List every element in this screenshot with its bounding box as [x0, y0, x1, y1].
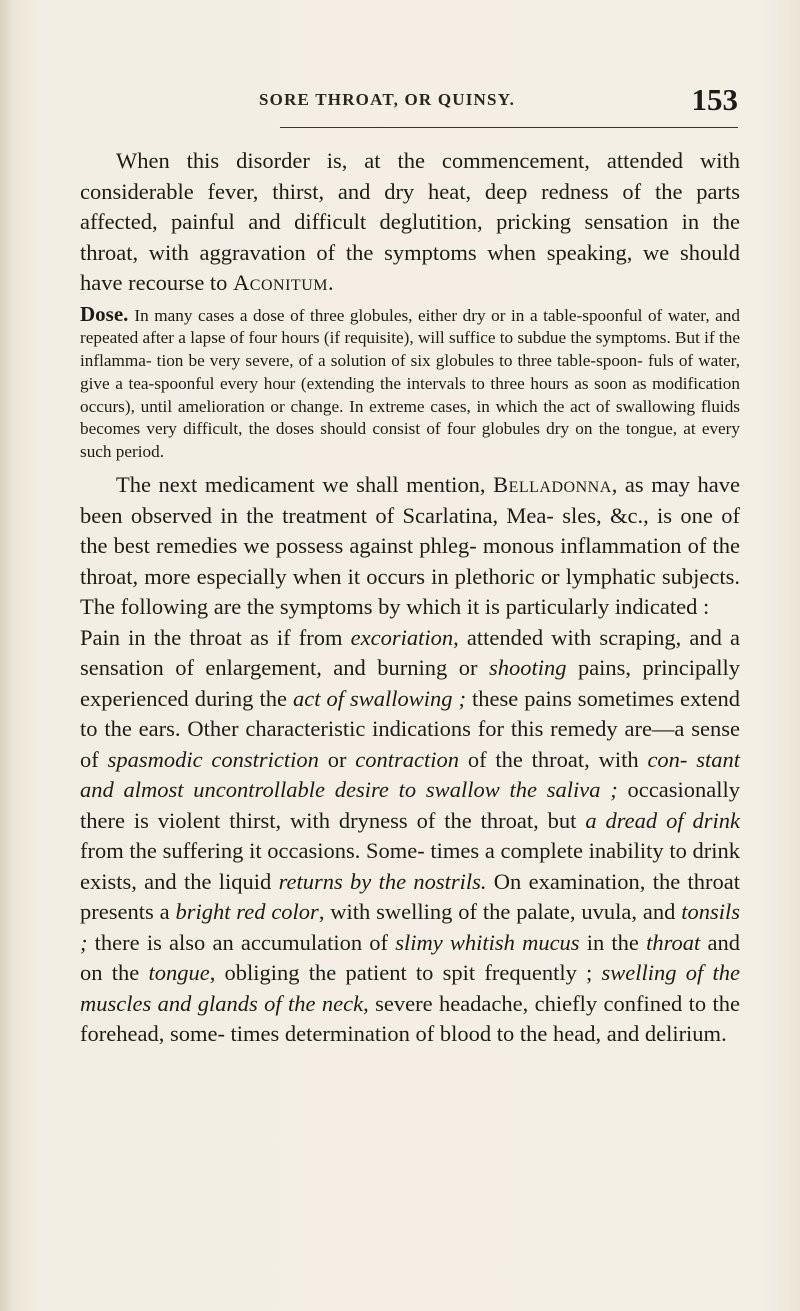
remedy-name: Aconitum [233, 270, 328, 295]
paragraph-text: , as may have been observed in the treatment of Scarlatina, Mea- sles, &c., is one of the best remedies we possess against phleg- monous inflammation of the throat, more especially when it occurs in plethoric or lymphatic subjects. The following are the symptoms by which it is particularly indicated : [80, 472, 740, 620]
italic-run: tongue [148, 960, 210, 986]
text-run: On examination, the throat presents a [80, 868, 741, 925]
italic-run: bright red color [175, 899, 319, 925]
text-run: and on the [80, 929, 740, 986]
italic-run: shooting [488, 655, 567, 681]
paragraph-belladonna [80, 470, 740, 623]
remedy-name: Belladonna [493, 472, 612, 498]
italic-run: act of swallowing ; [292, 685, 466, 711]
text-run: , obliging the patient to spit frequently ; [209, 960, 602, 986]
text-run: pains, principally experienced during the [80, 655, 740, 711]
italic-run: spasmodic constriction [107, 746, 319, 772]
italic-run: returns by the nostrils. [278, 868, 487, 894]
indent-spacer [80, 472, 116, 497]
page-body [80, 146, 740, 1050]
text-run: from the suffering it occasions. Some- times a complete inability to drink exists, and the liquid [80, 838, 740, 894]
text-run: of the throat, with [459, 746, 648, 772]
italic-run: a dread of drink [585, 807, 740, 833]
sentence-end: . [327, 270, 334, 295]
italic-run: con- stant and almost uncontrollable desire to swallow the saliva ; [80, 746, 740, 803]
text-run: or [318, 746, 356, 772]
dose-label: Dose. [80, 301, 129, 326]
paragraph-text: When this disorder is, at the commencement, attended with considerable fever, thirst, and dry heat, deep redness of the parts affected, painful and difficult deglutition, pricking sensation in the throat, with aggravation of the symptoms when speaking, we should have recourse to [80, 148, 740, 295]
text-run: occasionally there is violent thirst, with dryness of the throat, but [80, 777, 740, 833]
dose-text: In many cases a dose of three globules, either dry or in a table-spoonful of water, and repeated after a lapse of four hours (if requisite), will suffice to subdue the symptoms. But if the inflamma- tion be very severe, of a solution of six globules to three table-spoon- fuls of water, give a tea-spoonful every hour (extending the intervals to three hours as soon as modification occurs), until amelioration or change. In extreme cases, in which the act of swallowing fluids becomes very difficult, the doses should consist of four globules dry on the tongue, at every such period. [80, 305, 740, 462]
italic-run: slimy whitish mucus [395, 929, 580, 955]
text-run: , severe headache, chiefly confined to the forehead, some- times determination of blood to the head, and delirium. [80, 990, 740, 1047]
text-run: in the [579, 929, 647, 955]
italic-run: throat [646, 929, 701, 955]
indent-spacer [80, 148, 116, 173]
header-rule [280, 127, 738, 128]
text-run: , with swelling of the palate, uvula, and [318, 899, 682, 925]
paragraph-text: The next medicament we shall mention, [116, 472, 494, 498]
text-run: these pains sometimes extend to the ears. Other characteristic indications for this remedy are—a sense of [80, 685, 740, 772]
text-run: Pain in the throat as if from [80, 624, 351, 650]
page-number: 153 [691, 82, 738, 117]
paragraph-symptoms [80, 623, 740, 1050]
italic-run: contraction [355, 746, 459, 772]
page-header [84, 82, 738, 118]
dose-note [80, 303, 740, 465]
italic-run: excoriation [350, 624, 454, 650]
italic-run: tonsils ; [80, 899, 740, 955]
text-run: there is also an accumulation of [87, 929, 396, 955]
text-run: , attended with scraping, and a sensation of enlargement, and burning or [80, 624, 740, 681]
paragraph-aconitum [80, 146, 740, 299]
running-head: SORE THROAT, OR QUINSY. [259, 90, 516, 109]
italic-run: swelling of the muscles and glands of the neck [80, 960, 740, 1016]
